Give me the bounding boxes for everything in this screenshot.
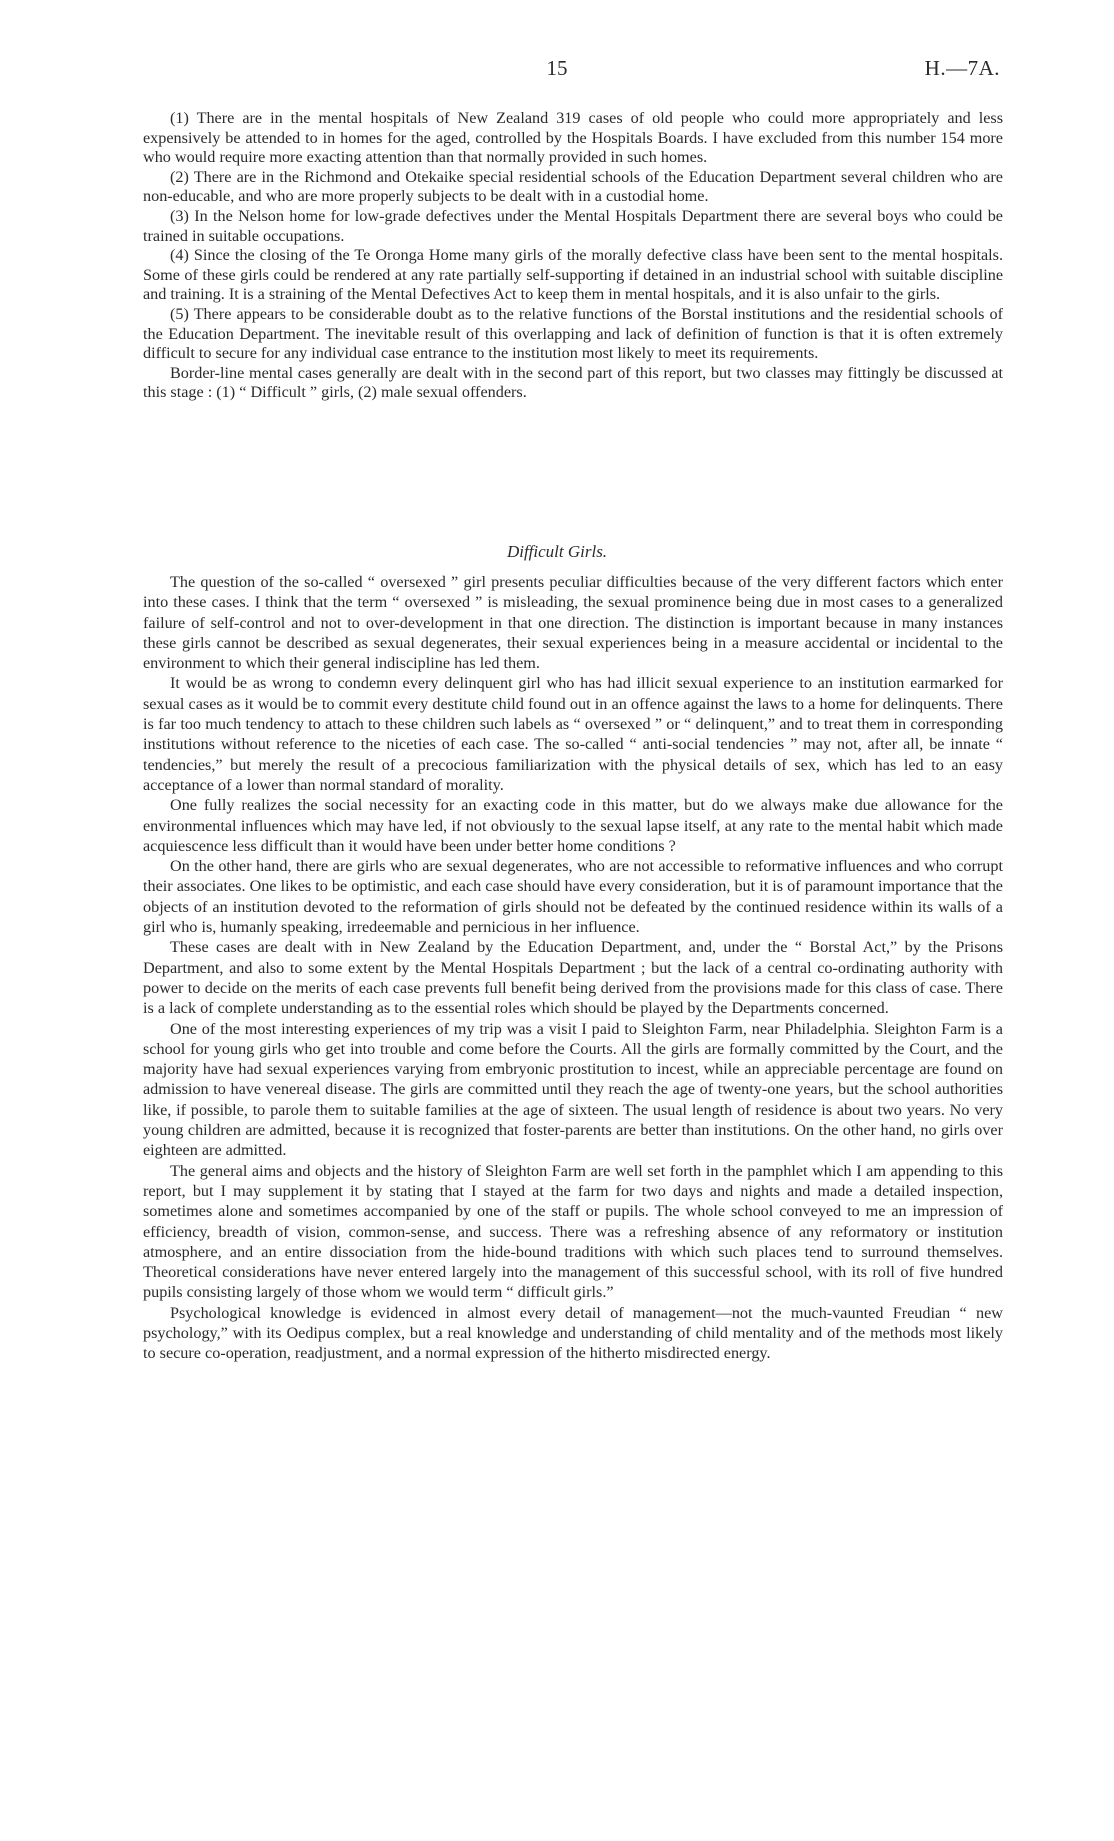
- paragraph: (4) Since the closing of the Te Oronga Home many girls of the morally defective class have been sent to the mental hospitals. Some of these girls could be rendered at any rate partially self-supporting if detained in an industrial school with suitable discipline and training. It is a straining of the Mental Defectives Act to keep them in mental hospitals, and it is also unfair to the girls.: [143, 246, 1003, 304]
- page-number: 15: [546, 56, 568, 80]
- document-reference: H.—7A.: [924, 56, 1000, 80]
- paragraph: It would be as wrong to condemn every delinquent girl who has had illicit sexual experience to an institution earmarked for sexual cases as it would be to commit every destitute child found out in an offence against the laws to a home for delinquents. There is far too much tendency to attach to these children such labels as “ oversexed ” or “ delinquent,” and to treat them in corresponding institutions without reference to the niceties of each case. The so-called “ anti-social tendencies ” may not, after all, be innate “ tendencies,” but merely the result of a precocious familiarization with the physical details of sex, which has led to an easy acceptance of a lower than normal standard of morality.: [143, 674, 1003, 794]
- paragraph: One fully realizes the social necessity for an exacting code in this matter, but do we always make due allowance for the environmental influences which may have led, if not obviously to the sexual lapse itself, at any rate to the mental habit which made acquiescence less difficult than it would have been under better home conditions ?: [143, 796, 1003, 855]
- paragraph: The general aims and objects and the history of Sleighton Farm are well set forth in the pamphlet which I am appending to this report, but I may supplement it by stating that I stayed at the farm for two days and nights and made a detailed inspection, sometimes alone and sometimes accompanied by one of the staff or pupils. The whole school conveyed to me an impression of efficiency, breadth of vision, common-sense, and success. There was a refreshing absence of any reformatory or institution atmosphere, and an entire dissociation from the hide-bound traditions with which such places tend to surround themselves. Theoretical considerations have never entered largely into the management of this successful school, with its roll of five hundred pupils consisting largely of those whom we would term “ difficult girls.”: [143, 1161, 1003, 1302]
- intro-section: [143, 109, 1003, 403]
- paragraph: (5) There appears to be considerable doubt as to the relative functions of the Borstal institutions and the residential schools of the Education Department. The inevitable result of this overlapping and lack of definition of function is that it is often extremely difficult to secure for any individual case entrance to the institution most likely to meet its requirements.: [143, 304, 1003, 363]
- section-heading: Difficult Girls.: [506, 542, 608, 561]
- paragraph: Border-line mental cases generally are dealt with in the second part of this report, but two classes may fittingly be discussed at this stage : (1) “ Difficult ” girls, (2) male sexual offenders.: [143, 363, 1003, 402]
- paragraph: These cases are dealt with in New Zealand by the Education Department, and, under the “ Borstal Act,” by the Prisons Department, and also to some extent by the Mental Hospitals Department ; but the lack of a central co-ordinating authority with power to decide on the merits of each case prevents full benefit being derived from the provisions made for this class of case. There is a lack of complete understanding as to the essential roles which should be played by the Departments concerned.: [143, 938, 1003, 1018]
- paragraph: The question of the so-called “ oversexed ” girl presents peculiar difficulties because of the very different factors which enter into these cases. I think that the term “ oversexed ” is misleading, the sexual prominence being due in most cases to a generalized failure of self-control and not to over-development in that one direction. The distinction is important because in many instances these girls cannot be described as sexual degenerates, their sexual experiences being in a measure accidental or incidental to the environment to which their general indiscipline has led them.: [143, 573, 1003, 673]
- difficult-girls-section: [143, 572, 1003, 1364]
- paragraph: On the other hand, there are girls who are sexual degenerates, who are not accessible to reformative influences and who corrupt their associates. One likes to be optimistic, and each case should have every consideration, but it is of paramount importance that the objects of an institution devoted to the reformation of girls should not be defeated by the continued residence within its walls of a girl who is, humanly speaking, irredeemable and pernicious in her influence.: [143, 857, 1003, 937]
- paragraph: One of the most interesting experiences of my trip was a visit I paid to Sleighton Farm, near Philadelphia. Sleighton Farm is a school for young girls who get into trouble and come before the Courts. All the girls are formally committed by the Court, and the majority have had sexual experiences varying from embryonic prostitution to incest, while an appreciable percentage are found on admission to have venereal disease. The girls are committed until they reach the age of twenty-one years, but the school authorities like, if possible, to parole them to suitable families at the age of sixteen. The usual length of residence is about two years. No very young children are admitted, because it is recognized that foster-parents are better than institutions. On the other hand, no girls over eighteen are admitted.: [143, 1019, 1003, 1160]
- page-header: [0, 56, 1114, 86]
- paragraph: (3) In the Nelson home for low-grade defectives under the Mental Hospitals Department there are several boys who could be trained in suitable occupations.: [143, 206, 1003, 245]
- paragraph: (2) There are in the Richmond and Otekaike special residential schools of the Education Department several children who are non-educable, and who are more properly subjects to be dealt with in a custodial home.: [143, 167, 1003, 206]
- paragraph: Psychological knowledge is evidenced in almost every detail of management—not the much-vaunted Freudian “ new psychology,” with its Oedipus complex, but a real knowledge and understanding of child mentality and of the methods most likely to secure co-operation, readjustment, and a normal expression of the hitherto misdirected energy.: [143, 1303, 1003, 1363]
- paragraph: (1) There are in the mental hospitals of New Zealand 319 cases of old people who could more appropriately and less expensively be attended to in homes for the aged, controlled by the Hospitals Boards. I have excluded from this number 154 more who would require more exacting attention than that normally provided in such homes.: [143, 109, 1003, 167]
